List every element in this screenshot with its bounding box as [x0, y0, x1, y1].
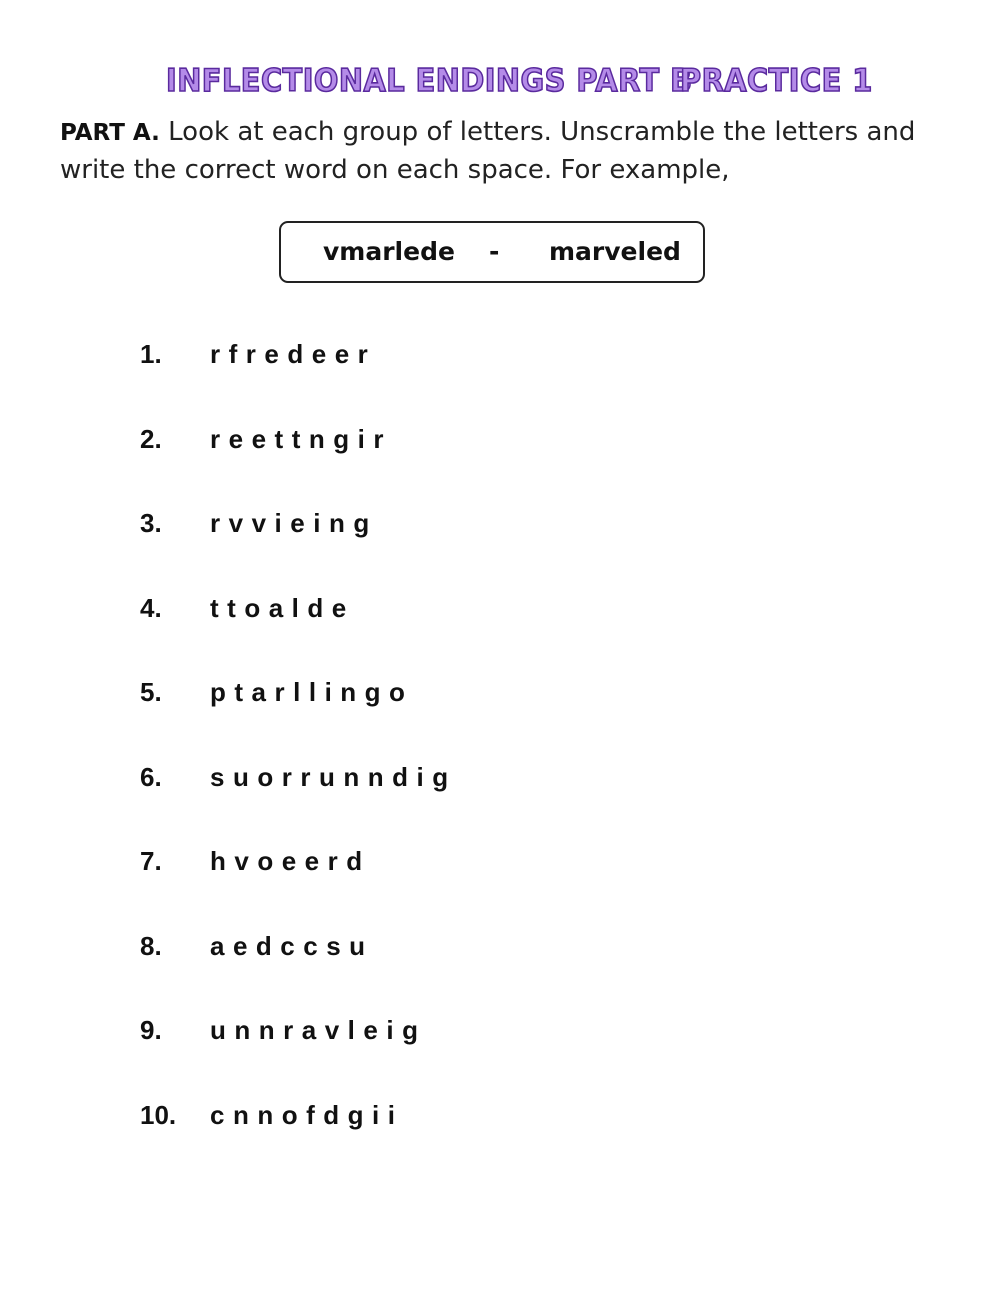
item-number: 2. — [140, 423, 162, 454]
example-answer-word: marveled — [549, 237, 681, 266]
list-item — [140, 336, 840, 421]
item-number: 3. — [140, 508, 162, 538]
part-label: PART A. — [60, 120, 160, 146]
list-item — [140, 928, 840, 1013]
list-item — [140, 1012, 840, 1097]
practice-label: PRACTICE 1 — [680, 63, 873, 99]
item-number: 8. — [140, 930, 162, 961]
scrambled-letters: ttoalde — [210, 592, 355, 623]
worksheet-title: INFLECTIONAL ENDINGS PART B — [166, 63, 693, 99]
scrambled-letters: rfredeer — [210, 339, 377, 369]
example-box — [279, 221, 705, 283]
list-item — [140, 843, 840, 928]
scramble-list — [140, 336, 840, 1181]
worksheet-header — [0, 58, 1000, 108]
scrambled-letters: aedccsu — [210, 930, 374, 961]
list-item — [140, 1097, 840, 1182]
scrambled-letters: hvoeerd — [210, 846, 371, 876]
list-item — [140, 505, 840, 590]
example-dash: - — [489, 237, 500, 266]
item-number: 5. — [140, 677, 162, 707]
list-item — [140, 421, 840, 506]
item-number: 9. — [140, 1015, 162, 1045]
list-item — [140, 759, 840, 844]
list-item — [140, 590, 840, 675]
example-scrambled-word: vmarlede — [323, 237, 455, 266]
item-number: 4. — [140, 592, 162, 623]
scrambled-letters: suorrunndig — [210, 761, 457, 792]
item-number: 6. — [140, 761, 162, 792]
item-number: 10. — [140, 1099, 177, 1130]
scrambled-letters: ptarllingo — [210, 677, 414, 707]
list-item — [140, 674, 840, 759]
instructions-text: Look at each group of letters. Unscramble the letters and write the correct word on each space. For example, — [60, 117, 916, 185]
scrambled-letters: rvvieing — [210, 508, 378, 538]
item-number: 1. — [140, 339, 162, 369]
scrambled-letters: reettngir — [210, 423, 392, 454]
item-number: 7. — [140, 846, 162, 876]
instructions — [60, 114, 940, 189]
scrambled-letters: unnravleig — [210, 1015, 427, 1045]
scrambled-letters: cnnofdgii — [210, 1099, 404, 1130]
